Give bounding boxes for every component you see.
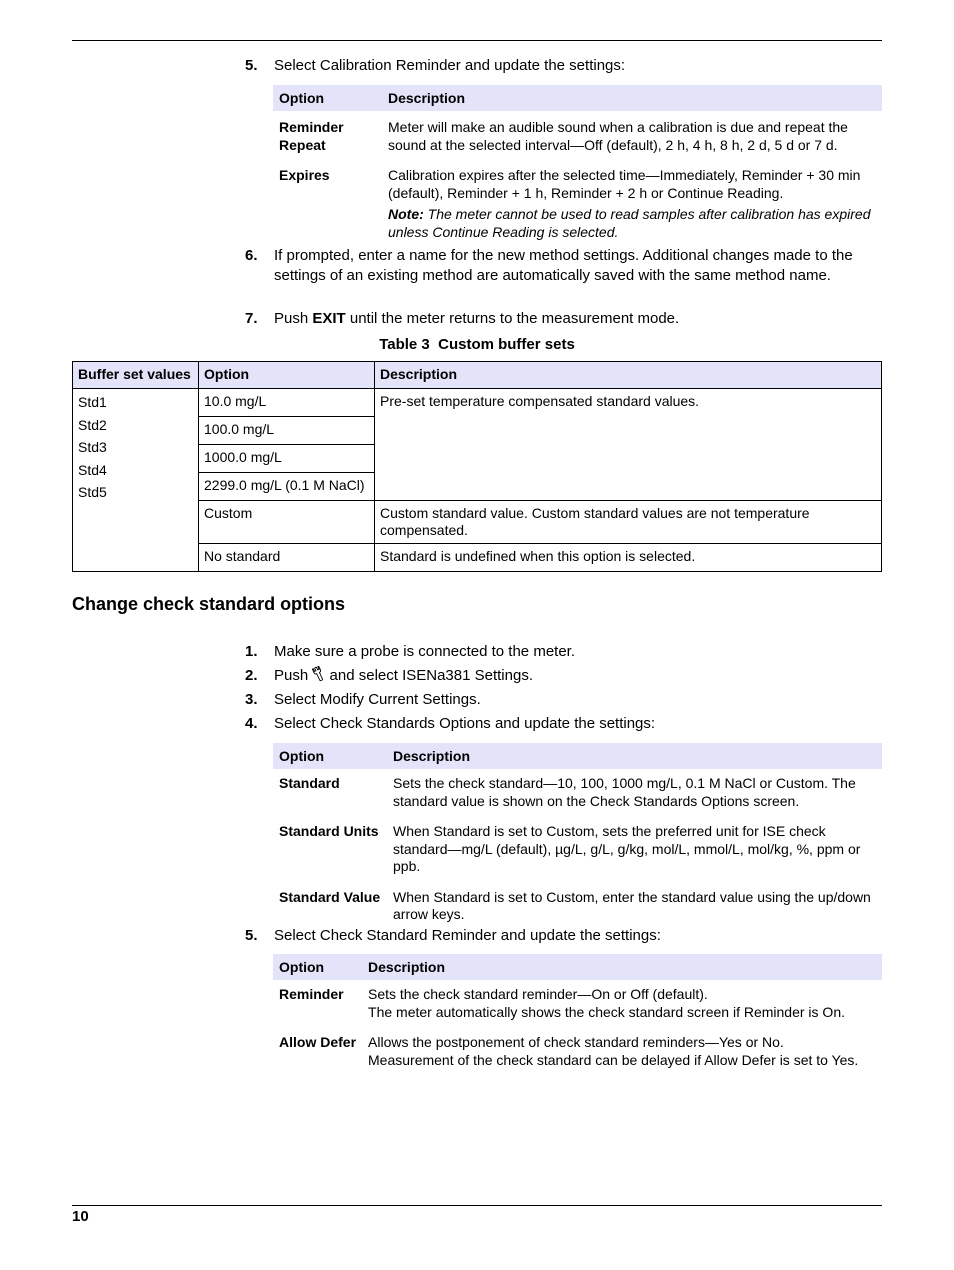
preset-description-cell: Pre-set temperature compensated standard values. — [375, 389, 882, 501]
header-option: Option — [199, 362, 375, 389]
description-cell: Custom standard value. Custom standard values are not temperature compensated. — [375, 501, 882, 544]
step-number: 1. — [245, 643, 258, 660]
step-text: Make sure a probe is connected to the meter. — [274, 643, 576, 660]
custom-buffer-sets-table — [72, 361, 882, 572]
table-header-row — [273, 743, 882, 769]
table-row — [273, 980, 882, 1024]
table-3-caption — [0, 336, 954, 353]
table-row — [273, 879, 882, 927]
description-line: Sets the check standard reminder—On or Off (default). — [368, 986, 708, 1002]
table-header-row — [273, 954, 882, 980]
step-number: 6. — [245, 247, 258, 264]
table-row — [273, 111, 882, 157]
header-option: Option — [273, 954, 362, 980]
check-standard-reminder-table — [273, 954, 882, 1072]
table-row — [273, 157, 882, 244]
header-buffer-set-values: Buffer set values — [73, 362, 199, 389]
description-line: Allows the postponement of check standard reminders—Yes or No. — [368, 1034, 784, 1050]
option-cell: No standard — [199, 544, 375, 572]
header-description: Description — [362, 954, 882, 980]
step-text: Select Check Standards Options and update the settings: — [274, 715, 656, 732]
option-cell: 2299.0 mg/L (0.1 M NaCl) — [199, 473, 375, 501]
description-allow-defer — [362, 1024, 882, 1072]
step-number: 7. — [245, 310, 258, 327]
table-header-row — [73, 362, 882, 389]
step-number: 5. — [245, 57, 258, 74]
step-text: If prompted, enter a name for the new method settings. Additional changes made to the settings of an existing method are automatically saved with the same method name. — [274, 247, 853, 284]
option-expires: Expires — [279, 167, 330, 183]
step-number: 2. — [245, 667, 258, 684]
header-description: Description — [375, 362, 882, 389]
table-row — [273, 813, 882, 879]
description-cell: Standard is undefined when this option is selected. — [375, 544, 882, 572]
step-text — [274, 309, 874, 329]
buffer-set-values-cell — [73, 389, 199, 572]
table-header-row — [273, 85, 882, 111]
page-number: 10 — [72, 1208, 89, 1225]
step-number: 5. — [245, 927, 258, 944]
table-row — [273, 769, 882, 813]
header-description: Description — [387, 743, 882, 769]
step-text-pre: Push — [274, 310, 313, 327]
option-cell: 1000.0 mg/L — [199, 445, 375, 473]
description-line: Measurement of the check standard can be delayed if Allow Defer is set to Yes. — [368, 1051, 859, 1068]
description-expires — [382, 157, 882, 244]
header-rule — [72, 40, 882, 41]
step-text: Select Check Standard Reminder and update the settings: — [274, 927, 661, 944]
header-option: Option — [273, 85, 382, 111]
buffer-value: Std3 — [78, 439, 107, 455]
step-number: 4. — [245, 715, 258, 732]
table-row — [73, 389, 882, 417]
description-reminder-repeat: Meter will make an audible sound when a calibration is due and repeat the sound at the selected interval—Off (default), 2 h, 4 h, 8 h, 2 d, 5 d or 7 d. — [388, 119, 848, 153]
option-reminder: Reminder — [279, 986, 344, 1002]
step-text: Select Calibration Reminder and update the settings: — [274, 57, 626, 74]
header-description: Description — [382, 85, 882, 111]
buffer-value: Std1 — [78, 394, 107, 410]
section-title: Change check standard options — [72, 594, 346, 614]
option-reminder-repeat: Reminder Repeat — [279, 119, 344, 153]
buffer-value: Std4 — [78, 461, 107, 478]
caption-text: Table 3 Custom buffer sets — [379, 336, 575, 353]
note-label: Note: — [388, 206, 424, 222]
note-text: The meter cannot be used to read samples after calibration has expired unless Continue Reading is selected. — [388, 206, 871, 240]
footer-rule — [72, 1205, 882, 1206]
step-text-post: until the meter returns to the measurement mode. — [345, 310, 680, 327]
buffer-value: Std5 — [78, 484, 107, 500]
check-standards-options-table — [273, 743, 882, 927]
description-expires-text: Calibration expires after the selected time—Immediately, Reminder + 30 min (default), Reminder + 1 h, Reminder + 2 h or Continue Reading. — [388, 167, 861, 201]
option-allow-defer: Allow Defer — [279, 1034, 357, 1050]
description-standard-value: When Standard is set to Custom, enter the standard value using the up/down arrow keys. — [393, 888, 871, 922]
description-line: The meter automatically shows the check standard screen if Reminder is On. — [368, 1003, 845, 1020]
step-text: Select Modify Current Settings. — [274, 691, 481, 708]
description-reminder — [362, 980, 882, 1024]
step-number: 3. — [245, 691, 258, 708]
option-standard-value: Standard Value — [279, 888, 381, 905]
option-cell: Custom — [199, 501, 375, 544]
note — [388, 206, 876, 241]
description-standard: Sets the check standard—10, 100, 1000 mg/L, 0.1 M NaCl or Custom. The standard value is shown on the Check Standards Options screen. — [393, 775, 856, 809]
wrench-icon — [312, 666, 325, 682]
option-cell: 100.0 mg/L — [199, 417, 375, 445]
table-row — [273, 1024, 882, 1072]
option-standard-units: Standard Units — [279, 823, 379, 839]
buffer-value: Std2 — [78, 416, 107, 433]
step-text — [274, 666, 874, 686]
header-option: Option — [273, 743, 387, 769]
option-standard: Standard — [279, 775, 340, 791]
step-text-post: and select ISENa381 Settings. — [325, 667, 533, 684]
exit-key-label: EXIT — [312, 310, 346, 327]
description-standard-units: When Standard is set to Custom, sets the preferred unit for ISE check standard—mg/L (default), µg/L, g/L, g/kg, mol/L, mmol/L, mol/kg, %, ppm or ppb. — [393, 823, 861, 874]
step-text-pre: Push — [274, 667, 313, 684]
calibration-reminder-table — [273, 85, 882, 244]
option-cell: 10.0 mg/L — [199, 389, 375, 417]
